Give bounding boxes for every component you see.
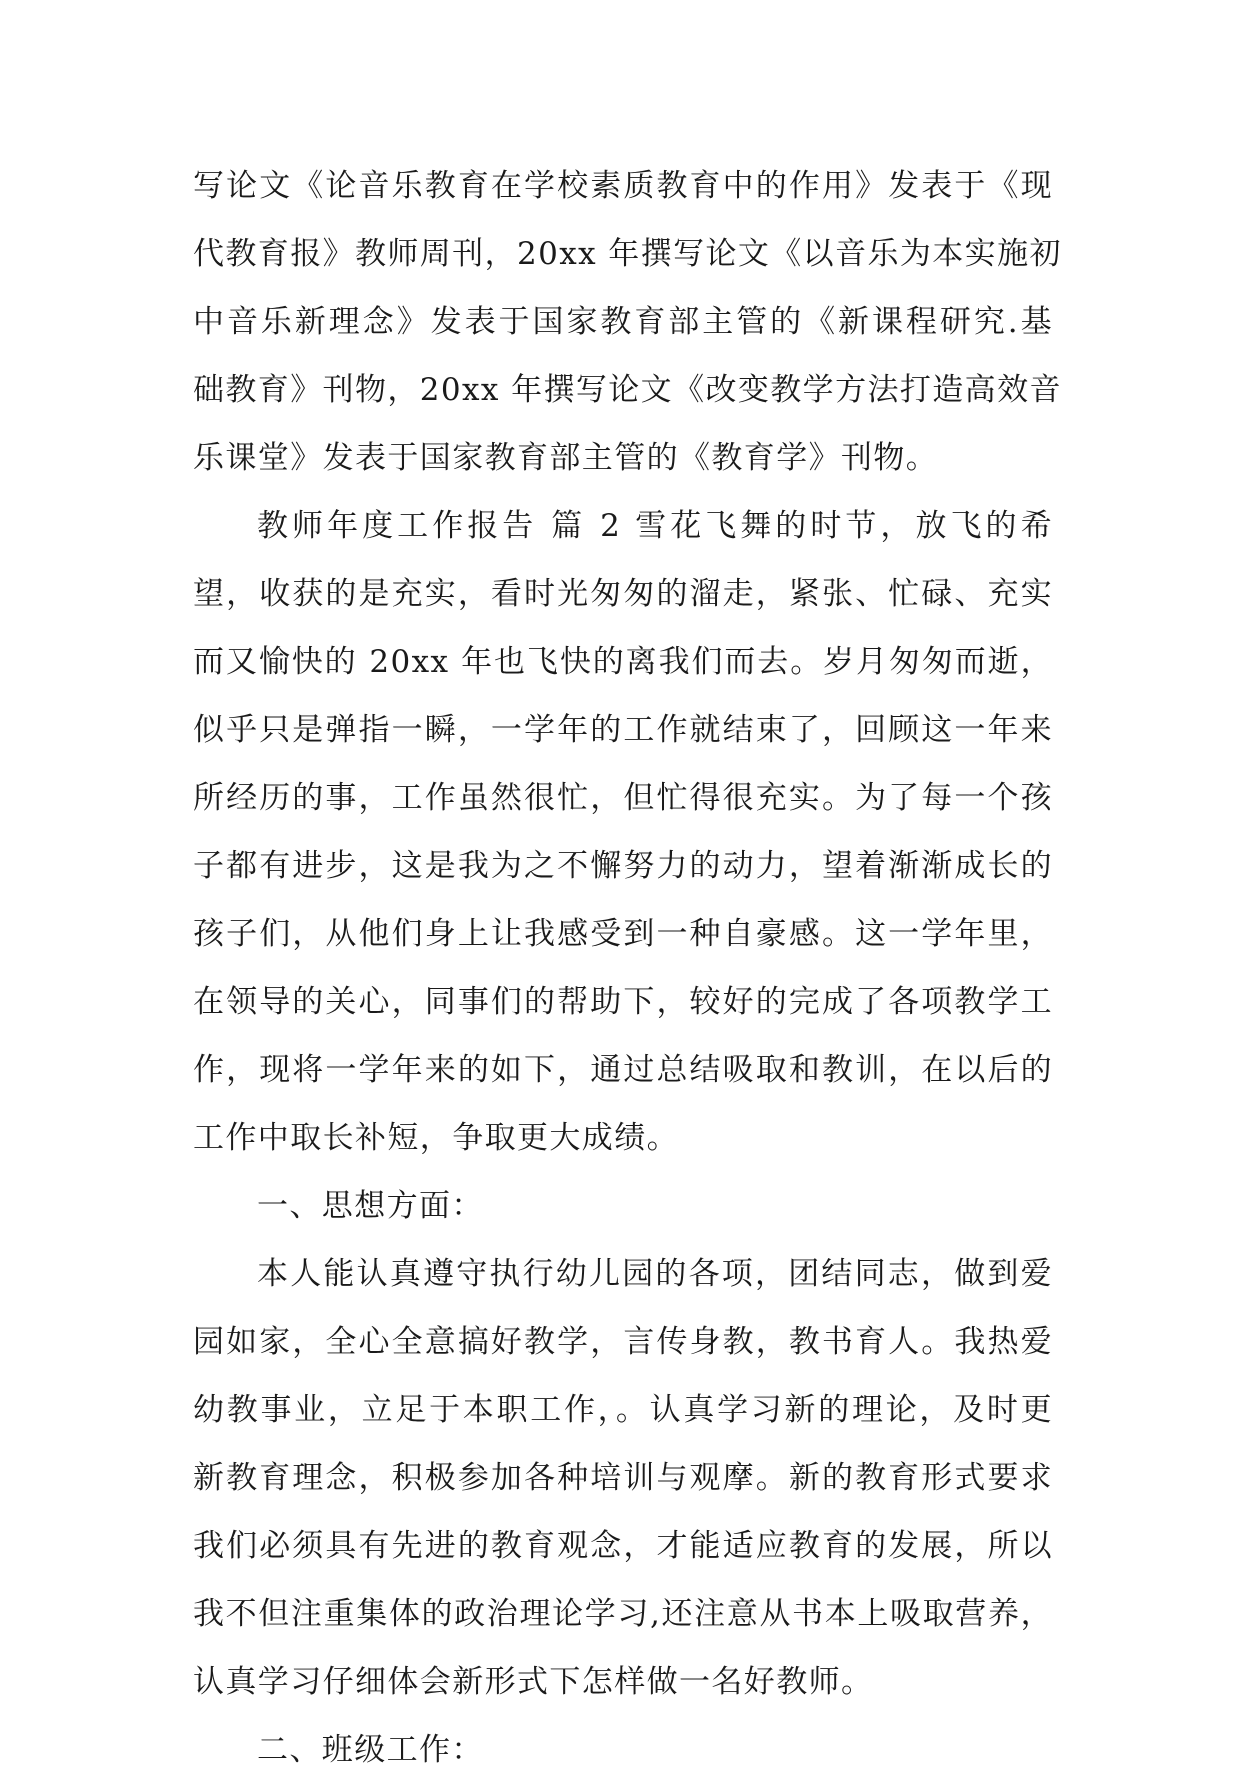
text-line: 中音乐新理念》发表于国家教育部主管的《新课程研究.基	[193, 304, 1053, 340]
text-line: 孩子们，从他们身上让我感受到一种自豪感。这一学年里，	[193, 916, 1053, 952]
document-body	[193, 152, 1062, 1784]
text-line: 园如家，全心全意搞好教学，言传身教，教书育人。我热爱	[193, 1324, 1053, 1360]
text-line: 写论文《论音乐教育在学校素质教育中的作用》发表于《现	[193, 168, 1053, 204]
text-line: 幼教事业，立足于本职工作，。认真学习新的理论，及时更	[193, 1392, 1053, 1428]
text-line: 我们必须具有先进的教育观念，才能适应教育的发展，所以	[193, 1528, 1053, 1564]
text-line: 教师年度工作报告 篇 2 雪花飞舞的时节，放飞的希	[257, 508, 1053, 544]
text-line: 代教育报》教师周刊，20xx 年撰写论文《以音乐为本实施初	[193, 236, 1062, 272]
text-line: 所经历的事，工作虽然很忙，但忙得很充实。为了每一个孩	[193, 780, 1053, 816]
text-line: 本人能认真遵守执行幼儿园的各项，团结同志，做到爱	[257, 1256, 1053, 1292]
text-line: 一、思想方面：	[257, 1188, 484, 1224]
text-line: 二、班级工作：	[257, 1732, 484, 1768]
text-line: 工作中取长补短，争取更大成绩。	[193, 1120, 679, 1156]
text-line: 似乎只是弹指一瞬，一学年的工作就结束了，回顾这一年来	[193, 712, 1053, 748]
text-line: 在领导的关心，同事们的帮助下，较好的完成了各项教学工	[193, 984, 1053, 1020]
text-line: 乐课堂》发表于国家教育部主管的《教育学》刊物。	[193, 440, 939, 476]
text-line: 子都有进步，这是我为之不懈努力的动力，望着渐渐成长的	[193, 848, 1053, 884]
text-line: 新教育理念，积极参加各种培训与观摩。新的教育形式要求	[193, 1460, 1053, 1496]
text-line: 而又愉快的 20xx 年也飞快的离我们而去。岁月匆匆而逝，	[193, 644, 1053, 680]
text-line: 我不但注重集体的政治理论学习,还注意从书本上吸取营养，	[193, 1596, 1053, 1632]
text-line: 础教育》刊物，20xx 年撰写论文《改变教学方法打造高效音	[193, 372, 1062, 408]
text-line: 作，现将一学年来的如下，通过总结吸取和教训，在以后的	[193, 1052, 1053, 1088]
text-line: 望，收获的是充实，看时光匆匆的溜走，紧张、忙碌、充实	[193, 576, 1053, 612]
text-line: 认真学习仔细体会新形式下怎样做一名好教师。	[193, 1664, 874, 1700]
